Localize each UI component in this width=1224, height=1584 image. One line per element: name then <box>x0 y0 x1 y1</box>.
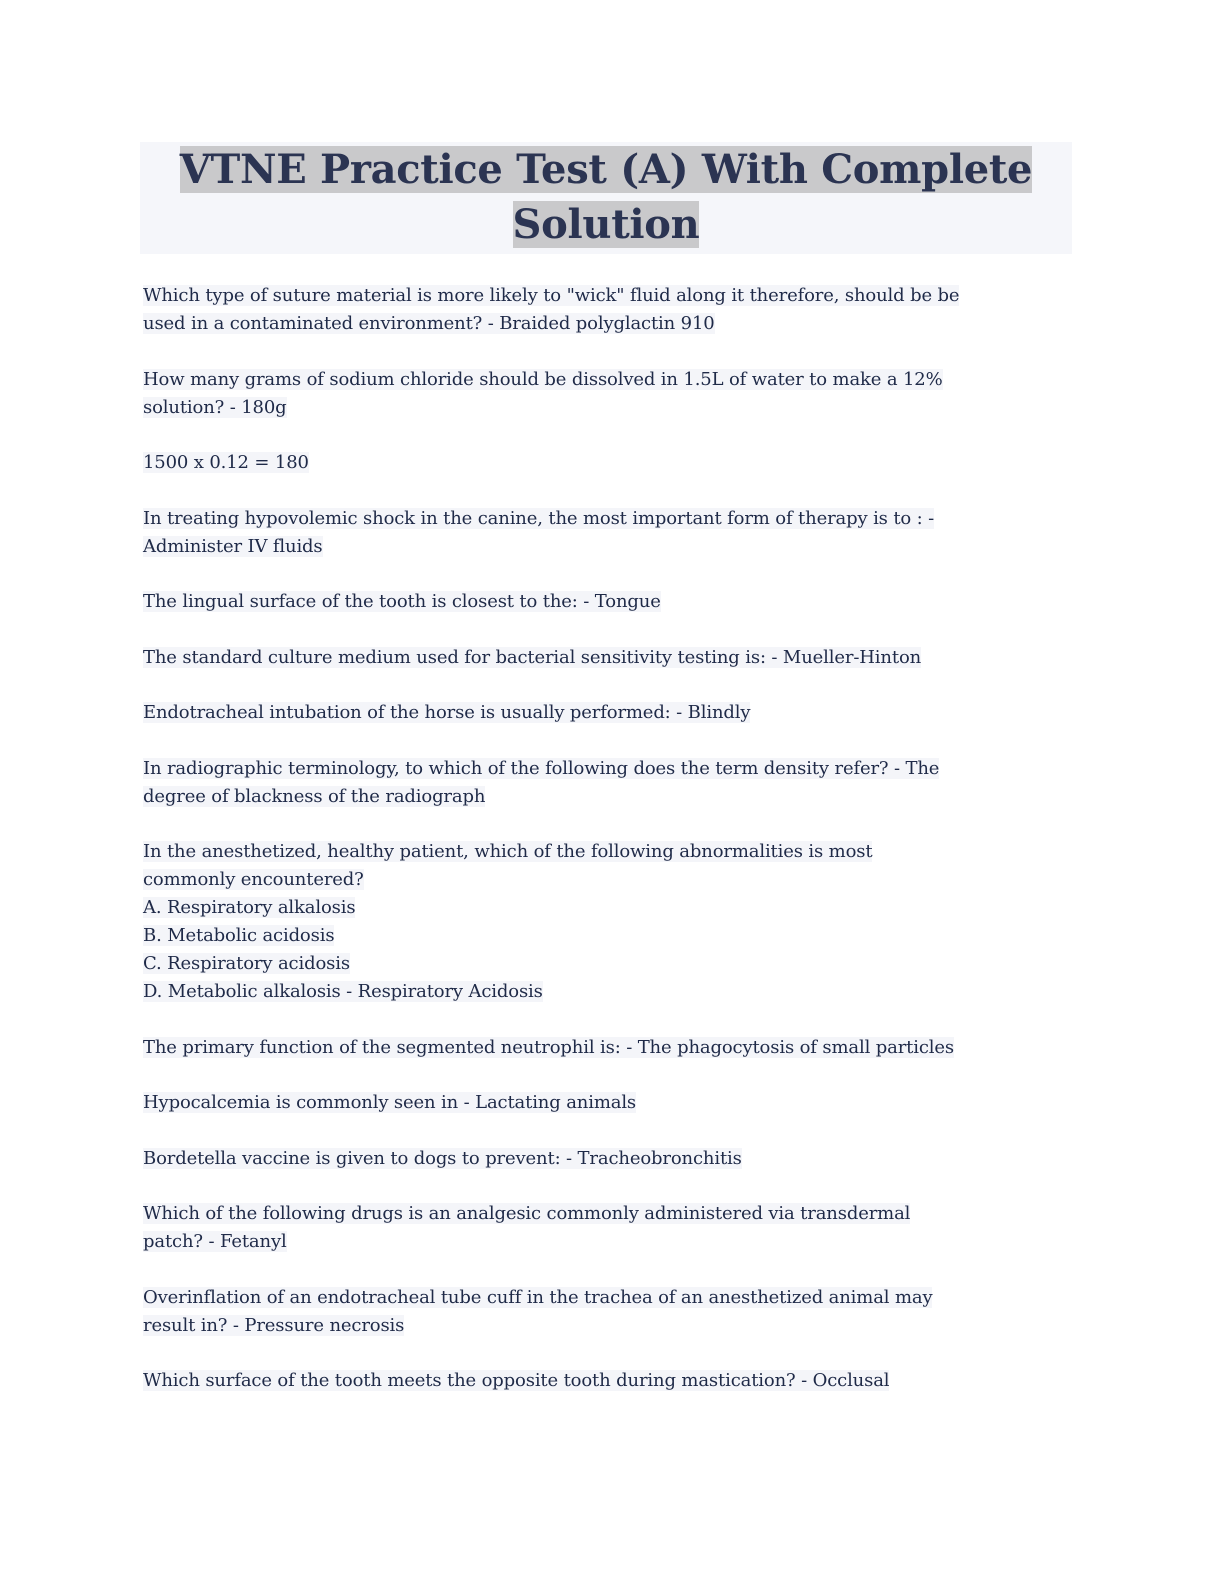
qa-line <box>143 755 1083 783</box>
qa-line <box>143 699 1083 727</box>
qa-line <box>143 894 1083 922</box>
qa-line-text: In treating hypovolemic shock in the canine, the most important form of therapy is to : - <box>143 507 935 529</box>
qa-line-text: degree of blackness of the radiograph <box>143 785 486 807</box>
qa-line <box>143 310 1083 338</box>
qa-line-text: Which surface of the tooth meets the opposite tooth during mastication? - Occlusal <box>143 1370 890 1391</box>
document-body <box>143 282 1083 1423</box>
qa-line <box>143 449 1083 477</box>
qa-line-text: Overinflation of an endotracheal tube cuff in the trachea of an anesthetized animal may <box>143 1286 933 1308</box>
document-title <box>140 142 1072 254</box>
qa-line <box>143 1228 1083 1256</box>
qa-line-text: In the anesthetized, healthy patient, which of the following abnormalities is most <box>143 841 873 862</box>
qa-line <box>143 1367 1083 1395</box>
qa-line <box>143 1145 1083 1173</box>
qa-line <box>143 1312 1083 1340</box>
qa-entry <box>143 282 1083 338</box>
qa-entry <box>143 588 1083 616</box>
qa-entry <box>143 505 1083 561</box>
qa-line-text: result in? - Pressure necrosis <box>143 1314 405 1336</box>
qa-line <box>143 1089 1083 1117</box>
qa-line <box>143 588 1083 616</box>
qa-line <box>143 394 1083 422</box>
qa-line-text: Which of the following drugs is an analgesic commonly administered via transdermal <box>143 1203 911 1224</box>
qa-line-text: patch? - Fetanyl <box>143 1231 287 1252</box>
qa-line <box>143 533 1083 561</box>
qa-line-text: How many grams of sodium chloride should be dissolved in 1.5L of water to make a 12% <box>143 368 943 390</box>
qa-line-text: Bordetella vaccine is given to dogs to prevent: - Tracheobronchitis <box>143 1147 742 1169</box>
qa-entry <box>143 1284 1083 1340</box>
qa-line-text: Endotracheal intubation of the horse is usually performed: - Blindly <box>143 702 751 723</box>
qa-line <box>143 866 1083 894</box>
qa-line-text: In radiographic terminology, to which of the following does the term density refer? - The <box>143 757 940 779</box>
qa-line-text: The standard culture medium used for bacterial sensitivity testing is: - Mueller-Hinton <box>143 646 922 668</box>
qa-entry <box>143 1367 1083 1395</box>
qa-entry <box>143 755 1083 811</box>
qa-entry <box>143 1145 1083 1173</box>
qa-entry <box>143 838 1083 1006</box>
qa-line <box>143 1034 1083 1062</box>
qa-line-text: B. Metabolic acidosis <box>143 925 335 946</box>
qa-line-text: commonly encountered? <box>143 869 364 890</box>
title-line-1: VTNE Practice Test (A) With Complete <box>179 146 1033 193</box>
qa-line <box>143 282 1083 310</box>
qa-line-text: A. Respiratory alkalosis <box>143 897 356 918</box>
qa-line <box>143 1284 1083 1312</box>
qa-line <box>143 978 1083 1006</box>
qa-line <box>143 644 1083 672</box>
qa-line-text: used in a contaminated environment? - Braided polyglactin 910 <box>143 313 715 334</box>
qa-line <box>143 783 1083 811</box>
qa-line-text: 1500 x 0.12 = 180 <box>143 452 309 473</box>
title-line-2: Solution <box>512 201 700 248</box>
qa-line-text: C. Respiratory acidosis <box>143 953 350 974</box>
qa-entry <box>143 1034 1083 1062</box>
qa-line <box>143 950 1083 978</box>
qa-line-text: Which type of suture material is more likely to "wick" fluid along it therefore, should be be <box>143 285 960 306</box>
qa-line-text: Hypocalcemia is commonly seen in - Lactating animals <box>143 1092 637 1113</box>
qa-line-text: solution? - 180g <box>143 396 287 418</box>
qa-entry <box>143 1089 1083 1117</box>
qa-entry <box>143 644 1083 672</box>
qa-line-text: D. Metabolic alkalosis - Respiratory Acidosis <box>143 981 543 1002</box>
qa-entry <box>143 1200 1083 1256</box>
qa-line-text: The lingual surface of the tooth is closest to the: - Tongue <box>143 591 661 612</box>
qa-line <box>143 505 1083 533</box>
qa-line <box>143 838 1083 866</box>
qa-line <box>143 922 1083 950</box>
qa-entry <box>143 366 1083 422</box>
qa-line <box>143 366 1083 394</box>
qa-entry <box>143 449 1083 477</box>
qa-line-text: Administer IV fluids <box>143 535 323 557</box>
qa-line-text: The primary function of the segmented neutrophil is: - The phagocytosis of small particles <box>143 1036 954 1058</box>
qa-entry <box>143 699 1083 727</box>
qa-line <box>143 1200 1083 1228</box>
